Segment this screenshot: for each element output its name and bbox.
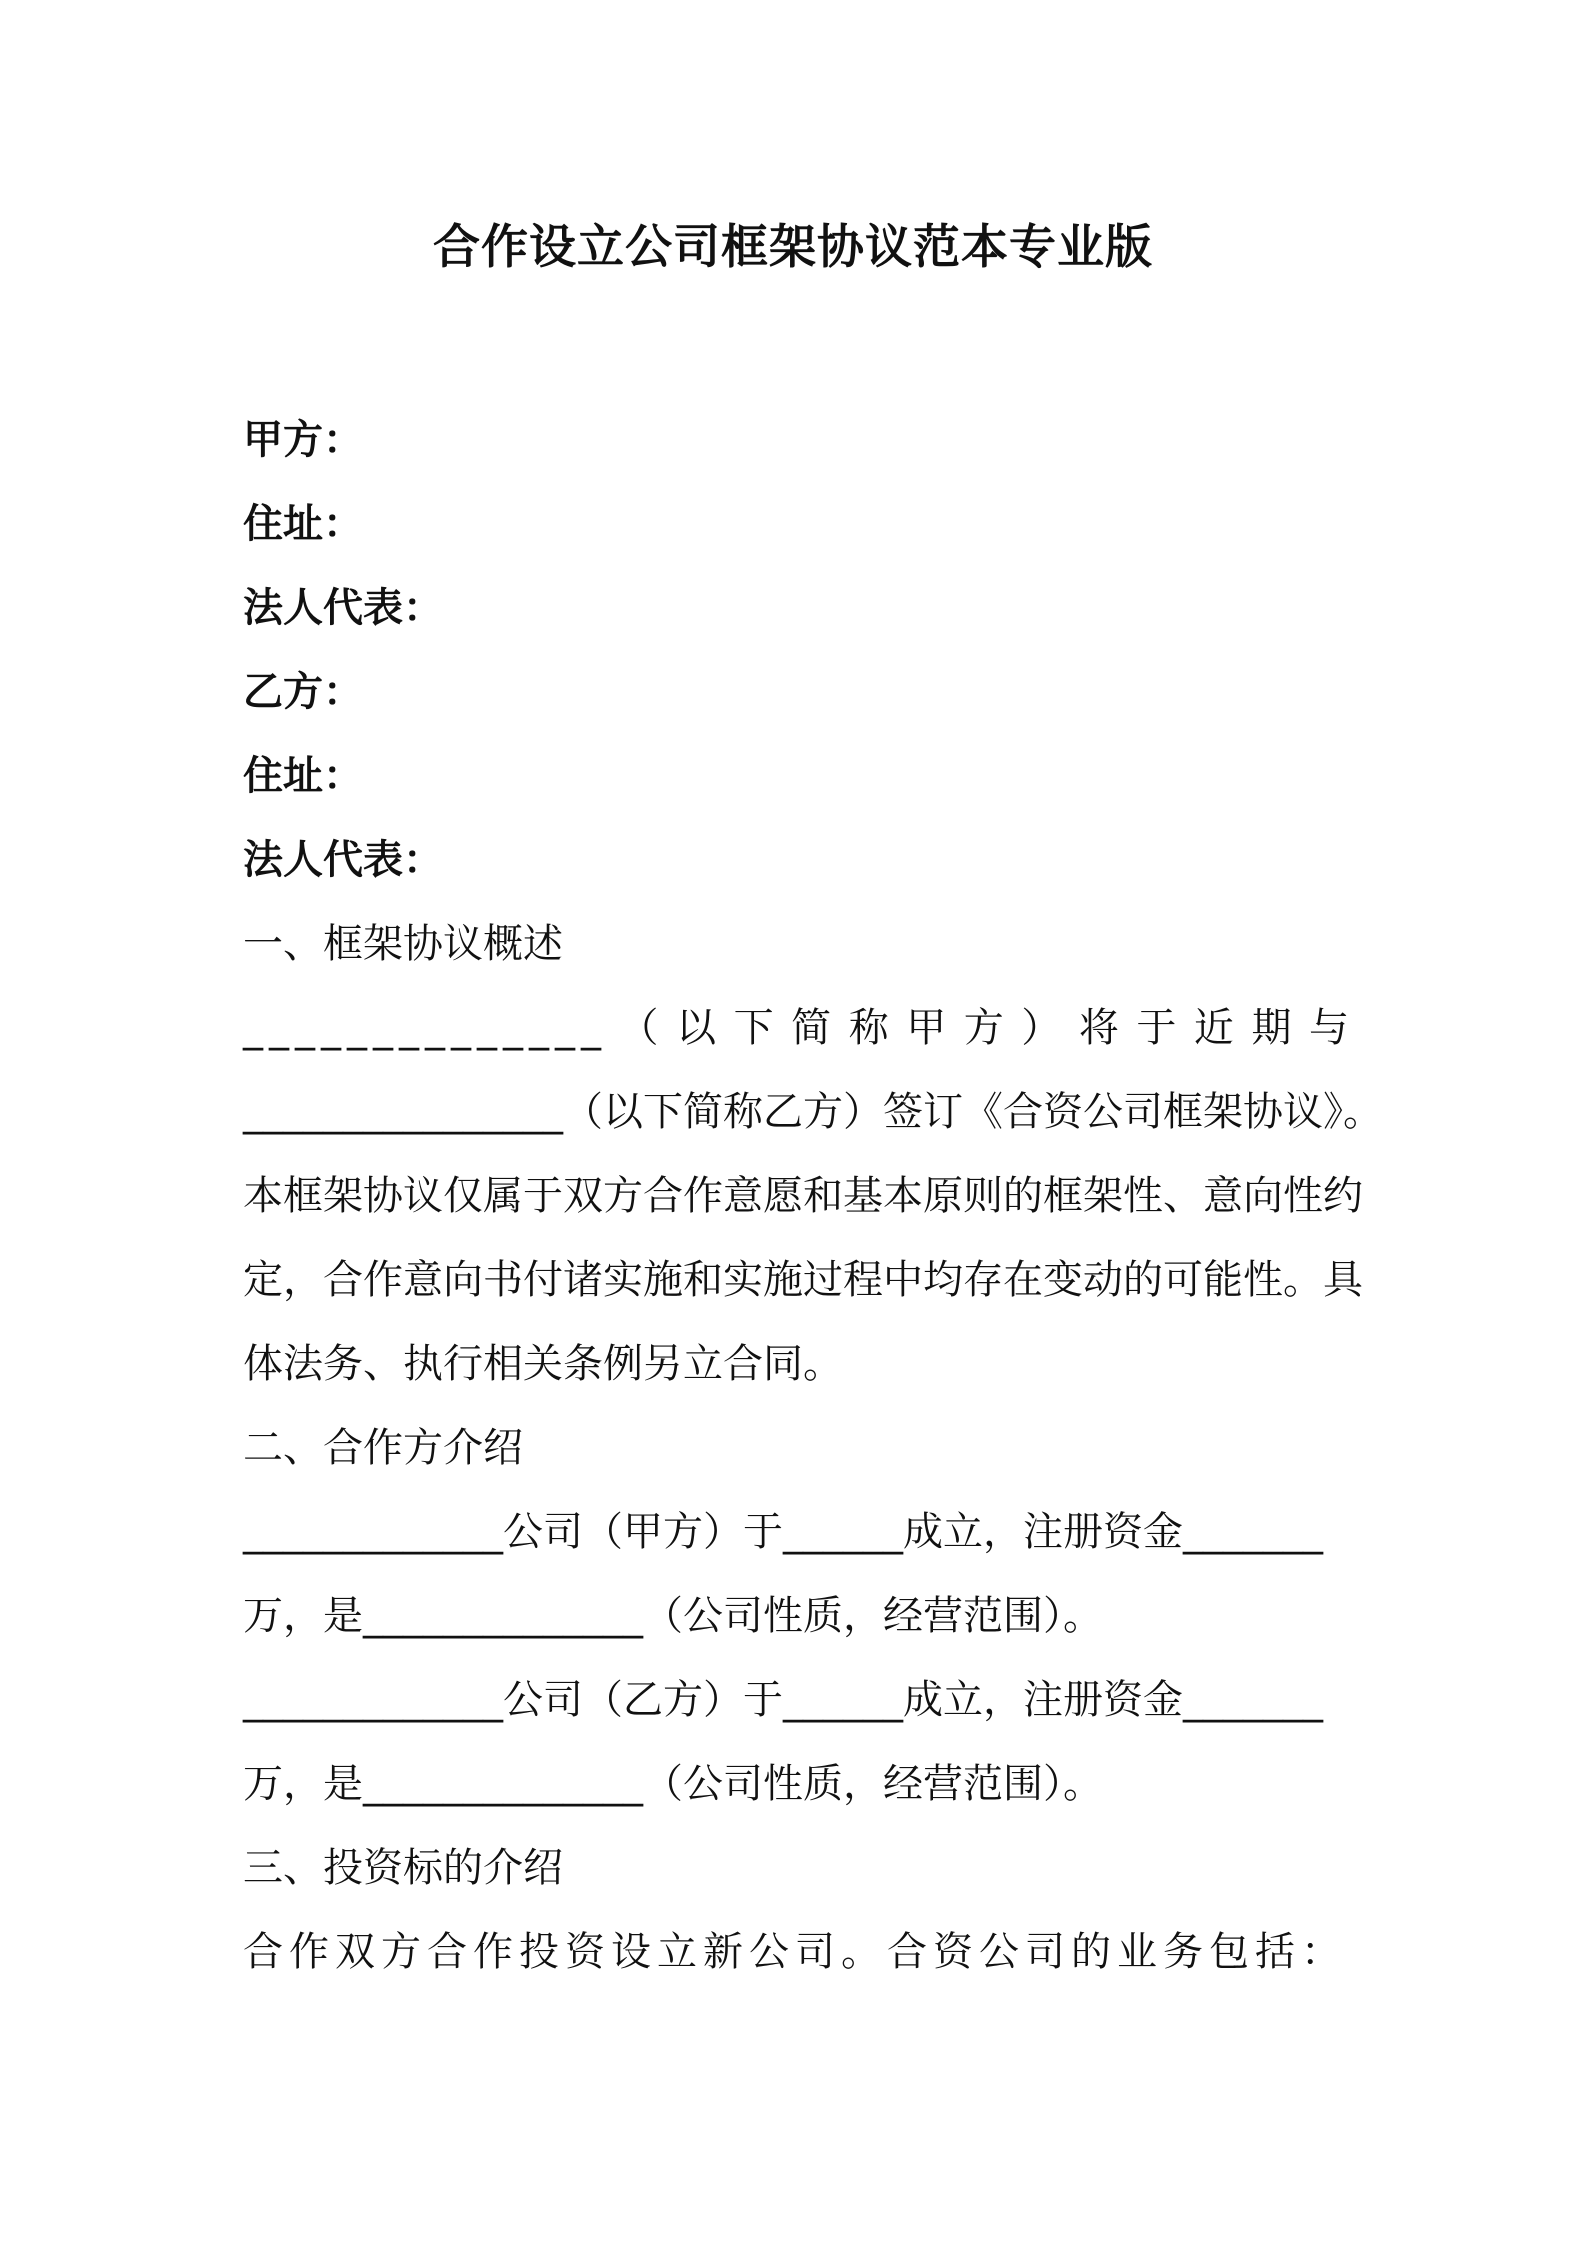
- section-3-heading: 三、投资标的介绍: [243, 1845, 563, 1891]
- section-1-paragraph-line-3: 体法务、执行相关条例另立合同。: [243, 1341, 843, 1387]
- section-2-heading: 二、合作方介绍: [243, 1425, 523, 1471]
- party-a-intro-line-2: 万，是______________（公司性质，经营范围）。: [243, 1593, 1103, 1639]
- section-1-heading: 一、框架协议概述: [243, 921, 563, 967]
- party-b-intro-line-1: _____________公司（乙方）于______成立，注册资金_______: [243, 1677, 1323, 1723]
- party-b-label: 乙方：: [243, 669, 363, 715]
- document-title: 合作设立公司框架协议范本专业版: [433, 220, 1153, 275]
- section-1-paragraph-line-1: 本框架协议仅属于双方合作意愿和基本原则的框架性、意向性约: [243, 1173, 1363, 1219]
- section-1-line-1: ______________（以下简称甲方）将于近期与: [243, 1005, 1355, 1051]
- party-b-intro-line-2: 万，是______________（公司性质，经营范围）。: [243, 1761, 1103, 1807]
- party-b-address-label: 住址：: [243, 753, 363, 799]
- section-1-line-2: ________________（以下简称乙方）签订《合资公司框架协议》。: [243, 1089, 1383, 1135]
- party-a-address-label: 住址：: [243, 501, 363, 547]
- section-3-line-1: 合作双方合作投资设立新公司。合资公司的业务包括：: [243, 1929, 1347, 1975]
- party-a-label: 甲方：: [243, 417, 363, 463]
- party-a-intro-line-1: _____________公司（甲方）于______成立，注册资金_______: [243, 1509, 1323, 1555]
- party-a-rep-label: 法人代表：: [243, 585, 443, 631]
- party-b-rep-label: 法人代表：: [243, 837, 443, 883]
- section-1-paragraph-line-2: 定，合作意向书付诸实施和实施过程中均存在变动的可能性。具: [243, 1257, 1363, 1303]
